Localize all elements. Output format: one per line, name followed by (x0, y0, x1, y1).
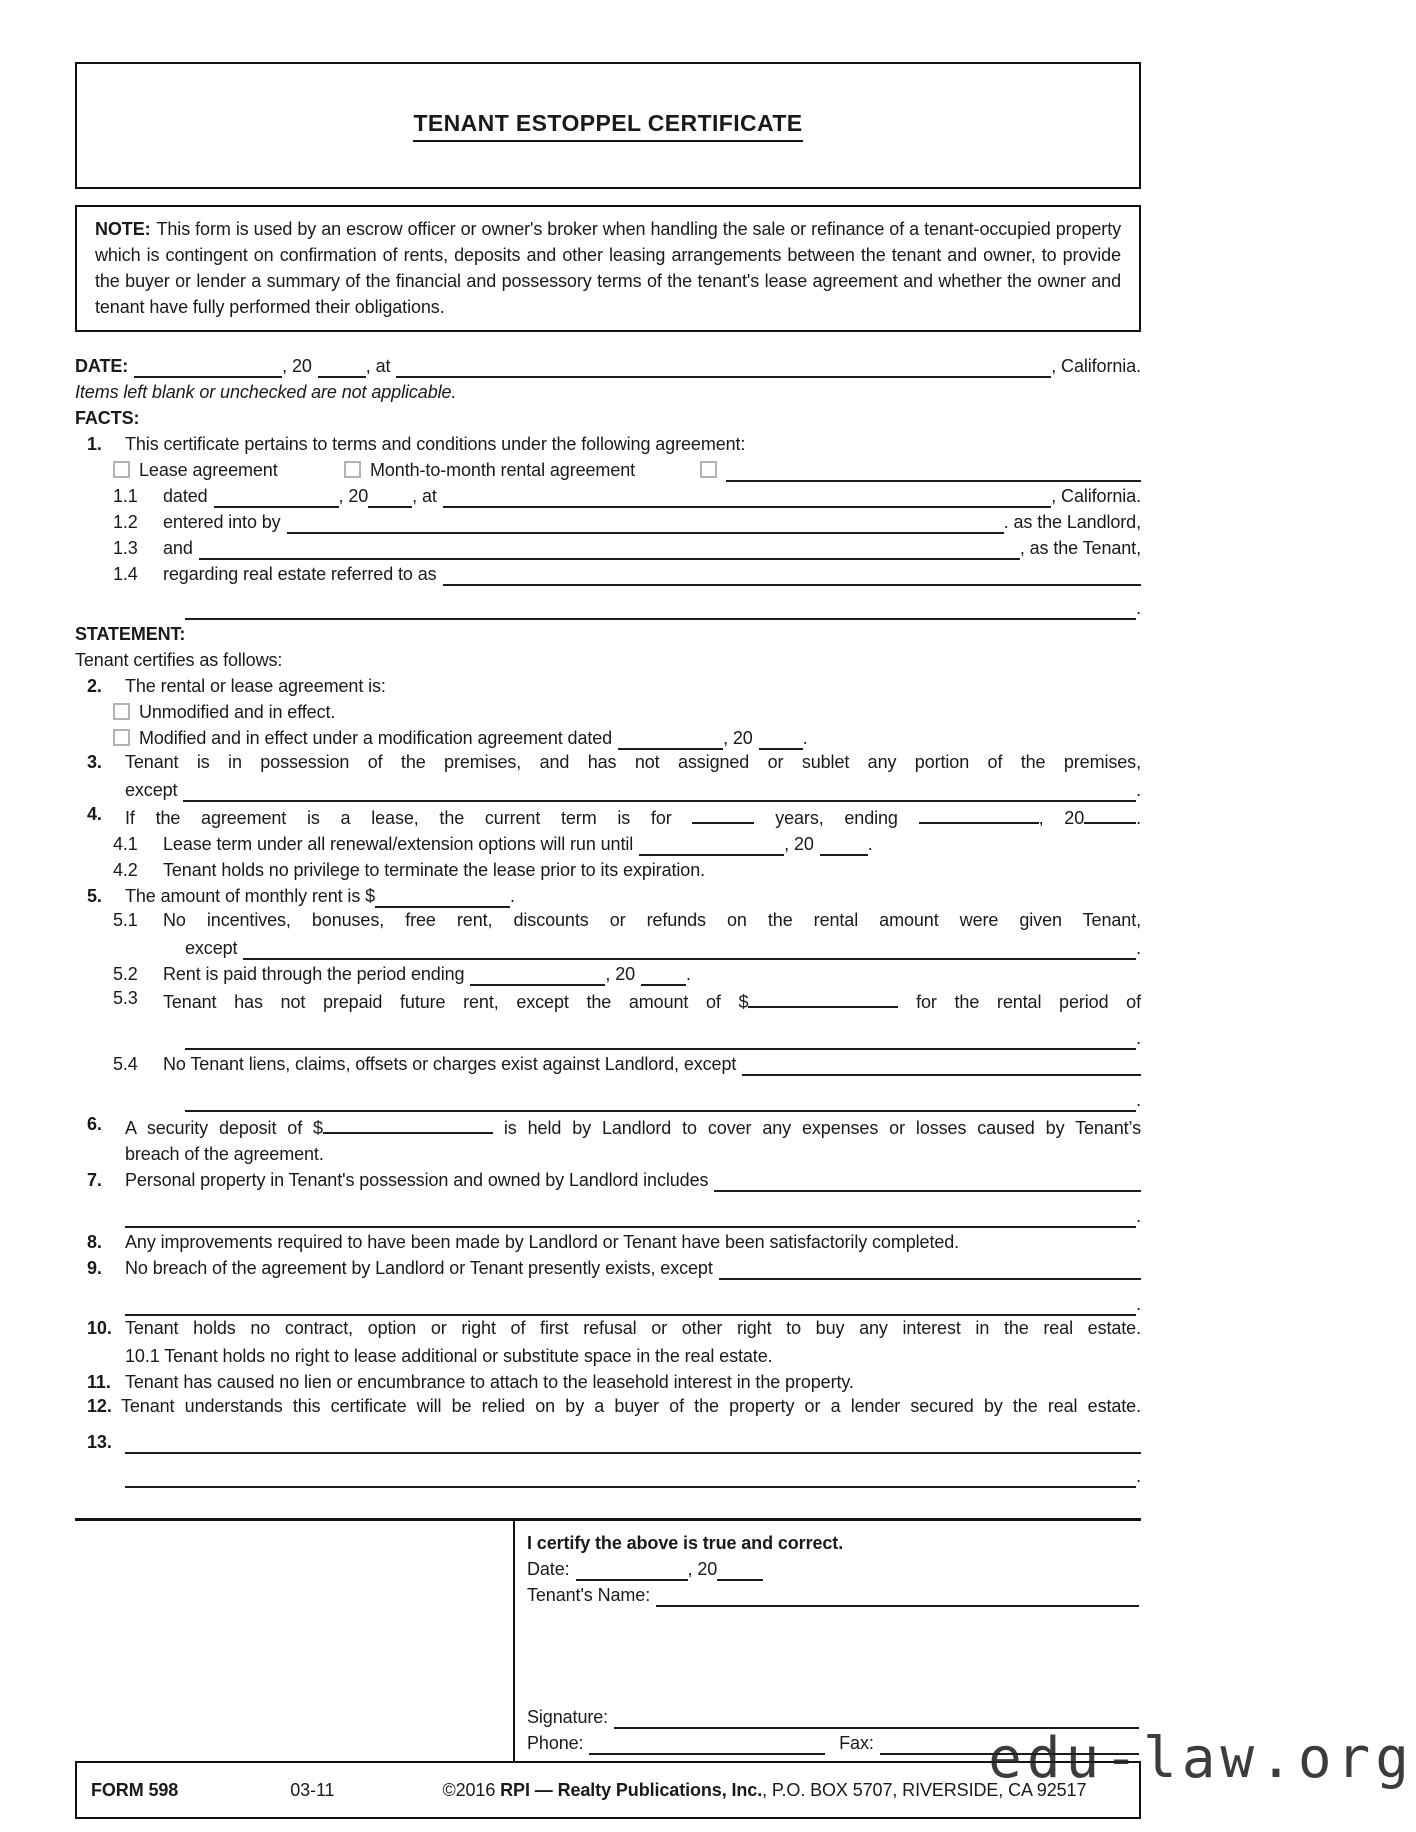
deposit-amount-blank[interactable] (323, 1112, 493, 1134)
signature-left-cell (75, 1521, 515, 1761)
item-number: 6. (87, 1114, 102, 1134)
real-estate-blank[interactable] (443, 564, 1141, 586)
california-suffix: , California. (1051, 356, 1141, 376)
item-5: 5. The amount of monthly rent is $ . (87, 886, 515, 906)
dated-blank[interactable] (214, 486, 339, 508)
sub-number: 1.4 (113, 564, 138, 584)
item-10-1: 10.1 Tenant holds no right to lease additional or substitute space in the real estate. (125, 1346, 773, 1366)
item-3-continuation: except . (125, 780, 1141, 800)
item-3: 3. Tenant is in possession of the premises, and has not assigned or sublet any portion of the premises, (75, 750, 1141, 776)
item-6: 6. A security deposit of $ is held by Landlord to cover any expenses or losses caused by Tenant’s (87, 1114, 1141, 1138)
modified-label: Modified and in effect under a modification agreement dated (139, 728, 613, 748)
unmodified-label: Unmodified and in effect. (139, 702, 336, 722)
sub-number: 1.3 (113, 538, 138, 558)
item-number: 13. (87, 1432, 112, 1452)
tenant-blank[interactable] (199, 538, 1020, 560)
item-9-continuation: . (75, 1290, 1141, 1316)
item-number: 12. (87, 1396, 112, 1416)
item-7: 7. Personal property in Tenant's possession and owned by Landlord includes (75, 1166, 1141, 1192)
blank-line[interactable] (185, 1028, 1136, 1050)
form-content (75, 62, 1141, 1819)
item-6-continuation: breach of the agreement. (125, 1144, 324, 1164)
item-1-1: 1.1 dated , 20 , at , California. (113, 486, 1141, 506)
prepaid-amount-blank[interactable] (748, 986, 898, 1008)
item-number: 2. (87, 676, 102, 696)
note-text: This form is used by an escrow officer or owner's broker when handling the sale or refinance of a tenant-occupied property which is contingent on confirmation of rents, deposits and other leasing arrangements between the tenant and owner, to provide the buyer or lender a summary of the financial and possessory terms of the tenant's lease agreement and whether the owner and tenant have fully performed their obligations. (95, 219, 1121, 317)
year-blank[interactable] (717, 1559, 763, 1581)
item-1-2: 1.2 entered into by . as the Landlord, (113, 512, 1141, 532)
item-5-1-continuation: except . (185, 938, 1141, 958)
revision-date: 03-11 (290, 1779, 335, 1800)
title-box (75, 62, 1141, 189)
item-5-2: 5.2 Rent is paid through the period ending , 20 . (113, 964, 691, 984)
blank-line[interactable] (185, 598, 1136, 620)
item-5-3-continuation: . (75, 1024, 1141, 1050)
certify-line: I certify the above is true and correct. (527, 1533, 844, 1553)
form-footer (75, 1761, 1141, 1819)
item-13-continuation: . (75, 1462, 1141, 1488)
item-text: This certificate pertains to terms and conditions under the following agreement: (125, 434, 746, 454)
landlord-blank[interactable] (287, 512, 1004, 534)
modified-checkbox[interactable] (113, 729, 130, 746)
page-title: TENANT ESTOPPEL CERTIFICATE (413, 110, 802, 142)
blank-line[interactable] (185, 1090, 1136, 1112)
tenant-name-blank[interactable] (656, 1585, 1139, 1607)
item-12: 12. Tenant understands this certificate will be relied on by a buyer of the property or a lender secured by the real estate. (75, 1394, 1141, 1420)
item-1-3: 1.3 and , as the Tenant, (113, 538, 1141, 558)
blank-line[interactable] (125, 1466, 1136, 1488)
item-1-checkboxes (75, 456, 1141, 482)
phone-fax-line: Phone: Fax: (527, 1729, 1139, 1755)
unmodified-checkbox[interactable] (113, 703, 130, 720)
lease-agreement-checkbox[interactable] (113, 461, 130, 478)
blank-line[interactable] (742, 1054, 1141, 1076)
item-number: 4. (87, 804, 102, 824)
item-4-1: 4.1 Lease term under all renewal/extension options will run until , 20 . (113, 834, 873, 854)
item-10: 10. Tenant holds no contract, option or right of first refusal or other right to buy any interest in the real estate. (75, 1316, 1141, 1342)
sub-number: 5.1 (113, 910, 138, 930)
blank-line[interactable] (125, 1294, 1136, 1316)
note-box (75, 205, 1141, 332)
item-7-continuation: . (75, 1202, 1141, 1228)
signature-section (75, 1518, 1141, 1761)
item-number: 5. (87, 886, 102, 906)
item-1 (75, 430, 1141, 456)
sub-number: 1.2 (113, 512, 138, 532)
blank-line[interactable] (719, 1258, 1141, 1280)
certifies-line: Tenant certifies as follows: (75, 650, 283, 670)
city-blank[interactable] (396, 356, 1051, 378)
item-1-4: 1.4 regarding real estate referred to as (75, 560, 1141, 586)
place-blank[interactable] (443, 486, 1051, 508)
blank-line[interactable] (714, 1170, 1141, 1192)
copyright: ©2016 RPI — Realty Publications, Inc., P.O. BOX 5707, RIVERSIDE, CA 92517 (442, 1779, 1087, 1800)
item-1-4-continuation: . (75, 594, 1141, 620)
rent-amount-blank[interactable] (375, 886, 510, 908)
item-4: 4. If the agreement is a lease, the current term is for years, ending , 20 . (87, 804, 1142, 828)
other-agreement-blank[interactable] (726, 460, 1141, 482)
sub-number: 5.4 (113, 1054, 138, 1074)
blank-line[interactable] (243, 938, 1136, 960)
item-number: 1. (87, 434, 102, 454)
lease-agreement-label: Lease agreement (139, 460, 278, 480)
form-number: FORM 598 (91, 1779, 179, 1800)
sub-number: 5.3 (113, 988, 138, 1008)
ending-blank[interactable] (919, 802, 1039, 824)
item-5-1: 5.1 No incentives, bonuses, free rent, discounts or refunds on the rental amount were given Tenant, (75, 908, 1141, 934)
year-blank[interactable] (368, 486, 412, 508)
phone-blank[interactable] (589, 1733, 825, 1755)
date-line (75, 352, 1141, 378)
signature-line: Signature: (527, 1703, 1139, 1729)
tenant-name-line: Tenant's Name: (527, 1581, 1139, 1607)
sub-number: 4.2 (113, 860, 138, 880)
item-number: 9. (87, 1258, 102, 1278)
modification-date-blank[interactable] (618, 728, 723, 750)
until-blank[interactable] (639, 834, 784, 856)
item-number: 11. (87, 1372, 111, 1392)
date-blank[interactable] (134, 356, 282, 378)
signature-right-cell (515, 1521, 1141, 1761)
item-number: 3. (87, 752, 102, 772)
item-4-2: 4.2 Tenant holds no privilege to terminate the lease prior to its expiration. (113, 860, 706, 880)
item-2-modified: Modified and in effect under a modification agreement dated , 20 . (75, 724, 1141, 750)
date-at: , at (365, 356, 391, 376)
note-label: NOTE: (95, 219, 151, 239)
item-13 (75, 1428, 1141, 1454)
publisher-name: RPI — Realty Publications, Inc. (500, 1779, 763, 1800)
blank-instruction: Items left blank or unchecked are not applicable. (75, 382, 457, 402)
other-agreement-checkbox[interactable] (700, 461, 717, 478)
term-years-blank[interactable] (692, 802, 754, 824)
sub-number: 4.1 (113, 834, 138, 854)
year-blank[interactable] (318, 356, 366, 378)
item-5-3: 5.3 Tenant has not prepaid future rent, except the amount of $ for the rental period of (113, 988, 1141, 1012)
signature-date-blank[interactable] (576, 1559, 688, 1581)
blank-line[interactable] (183, 780, 1136, 802)
item-2: 2. The rental or lease agreement is: (87, 676, 386, 696)
statement-heading: STATEMENT: (75, 624, 186, 644)
facts-heading: FACTS: (75, 408, 140, 428)
item-11: 11. Tenant has caused no lien or encumbrance to attach to the leasehold interest in the property. (87, 1372, 854, 1392)
sub-number: 5.2 (113, 964, 138, 984)
item-8: 8. Any improvements required to have been made by Landlord or Tenant have been satisfactorily completed. (87, 1232, 960, 1252)
year-blank[interactable] (641, 964, 686, 986)
year-blank[interactable] (759, 728, 803, 750)
item-5-4-continuation: . (75, 1086, 1141, 1112)
item-9: 9. No breach of the agreement by Landlord or Tenant presently exists, except (75, 1254, 1141, 1280)
edu-law-watermark: edu-law.org (988, 1726, 1414, 1791)
month-to-month-label: Month-to-month rental agreement (370, 460, 636, 480)
item-2-unmodified (75, 698, 1141, 724)
date-label: DATE: (75, 356, 129, 376)
signature-spacer (527, 1607, 1139, 1703)
signature-date-line: Date: , 20 (527, 1555, 1139, 1581)
month-to-month-checkbox[interactable] (344, 461, 361, 478)
item-number: 8. (87, 1232, 102, 1252)
date-20: , 20 (282, 356, 312, 376)
year-blank[interactable] (820, 834, 868, 856)
item-5-4: 5.4 No Tenant liens, claims, offsets or charges exist against Landlord, except (75, 1050, 1141, 1076)
item-number: 7. (87, 1170, 102, 1190)
blank-line[interactable] (125, 1432, 1141, 1454)
year-blank[interactable] (1084, 802, 1136, 824)
blank-line[interactable] (125, 1206, 1136, 1228)
period-ending-blank[interactable] (470, 964, 605, 986)
sub-number: 1.1 (113, 486, 138, 506)
item-number: 10. (87, 1318, 112, 1338)
